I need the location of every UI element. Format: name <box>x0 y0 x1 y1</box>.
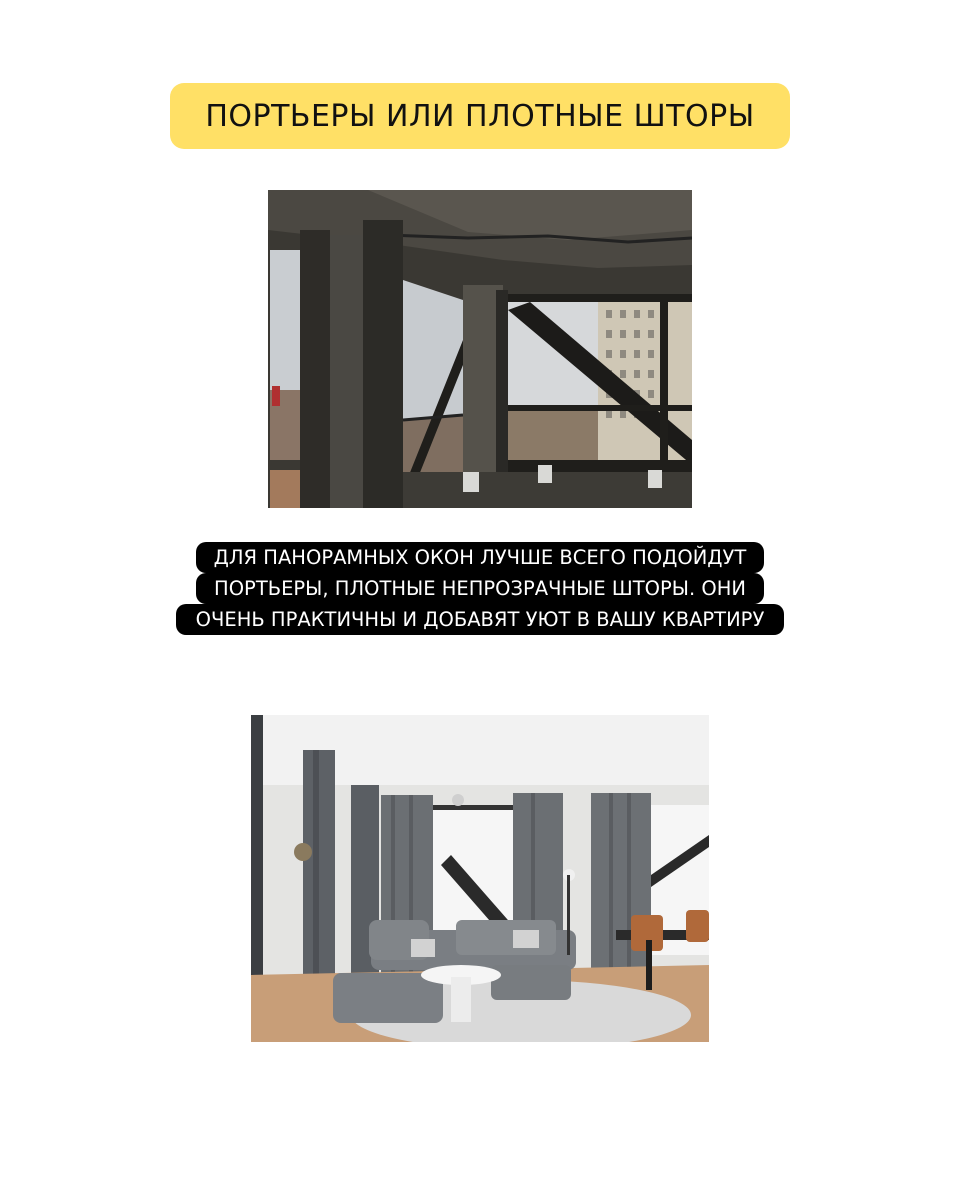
unfinished-room-photo <box>268 190 692 508</box>
living-room-illustration <box>251 715 709 1042</box>
unfinished-room-illustration <box>268 190 692 508</box>
page-title: ПОРТЬЕРЫ ИЛИ ПЛОТНЫЕ ШТОРЫ <box>170 83 790 149</box>
caption-line-1: ДЛЯ ПАНОРАМНЫХ ОКОН ЛУЧШЕ ВСЕГО ПОДОЙДУТ <box>196 542 765 573</box>
caption-line-2: ПОРТЬЕРЫ, ПЛОТНЫЕ НЕПРОЗРАЧНЫЕ ШТОРЫ. ОНИ <box>196 573 764 604</box>
living-room-photo <box>251 715 709 1042</box>
caption-line-3: ОЧЕНЬ ПРАКТИЧНЫ И ДОБАВЯТ УЮТ В ВАШУ КВАРТИРУ <box>176 604 785 635</box>
caption-block <box>131 542 829 635</box>
